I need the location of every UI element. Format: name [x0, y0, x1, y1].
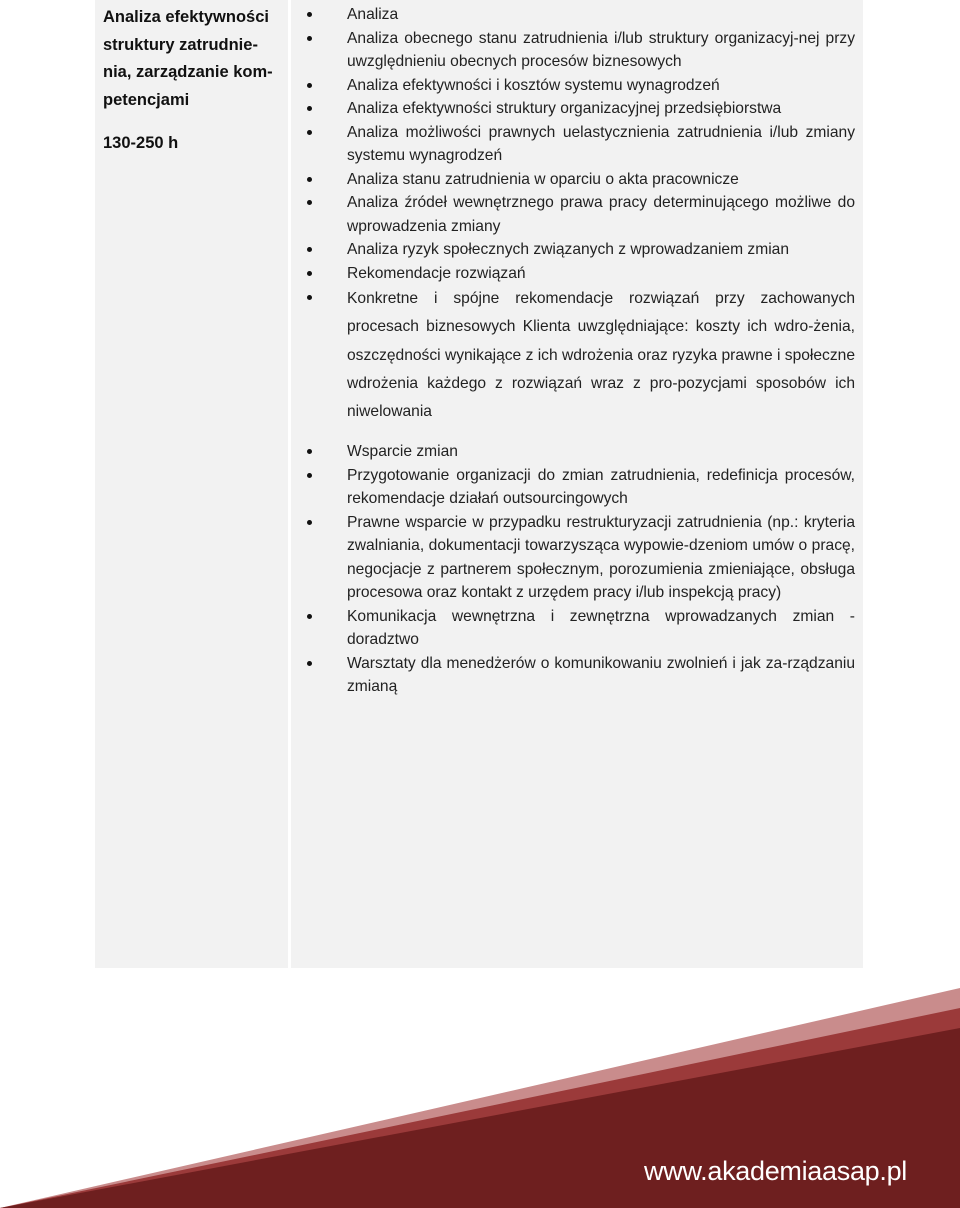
list-item: Analiza stanu zatrudnienia w oparciu o akta pracownicze [301, 168, 855, 192]
section-title: Analiza efektywności struktury zatrudnie-nia, zarządzanie kom-petencjami [103, 8, 273, 109]
list-item: Wsparcie zmian [301, 440, 855, 464]
list-item: Analiza możliwości prawnych uelastycznienia zatrudnienia i/lub zmiany systemu wynagrodzeń [301, 121, 855, 168]
right-cell [291, 0, 863, 968]
list-item: Warsztaty dla menedżerów o komunikowaniu zwolnień i jak za-rządzaniu zmianą [301, 652, 855, 699]
list-item: Komunikacja wewnętrzna i zewnętrzna wprowadzanych zmian - doradztwo [301, 605, 855, 652]
list-item: Rekomendacje rozwiązań [301, 262, 855, 286]
content-table [95, 0, 863, 968]
list-item: Prawne wsparcie w przypadku restrukturyzacji zatrudnienia (np.: kryteria zwalniania, dokumentacji towarzysząca wypowie-dzeniom umów o pracę, negocjacje z partnerem społecznym, porozumienia zmieniające, obsługa procesowa oraz kontakt z urzędem pracy i/lub inspekcją pracy) [301, 511, 855, 605]
list-item: Analiza efektywności i kosztów systemu wynagrodzeń [301, 74, 855, 98]
bullet-list [301, 3, 855, 699]
list-item: Konkretne i spójne rekomendacje rozwiązań przy zachowanych procesach biznesowych Klienta uwzględniające: koszty ich wdro-żenia, oszczędności wynikające z ich wdrożenia oraz ryzyka prawne i społeczne wdrożenia każdego z rozwiązań wraz z pro-pozycjami sposobów ich niwelowania [301, 285, 855, 426]
list-item: Analiza ryzyk społecznych związanych z wprowadzaniem zmian [301, 238, 855, 262]
hours-label: 130-250 h [103, 134, 179, 152]
list-item: Analiza obecnego stanu zatrudnienia i/lub struktury organizacyj-nej przy uwzględnieniu obecnych procesów biznesowych [301, 27, 855, 74]
list-item: Analiza źródeł wewnętrznego prawa pracy determinującego możliwe do wprowadzenia zmiany [301, 191, 855, 238]
list-item: Analiza [301, 3, 855, 27]
website-url: www.akademiaasap.pl [644, 1156, 907, 1186]
list-item: Przygotowanie organizacji do zmian zatrudnienia, redefinicja procesów, rekomendacje działań outsourcingowych [301, 464, 855, 511]
left-cell [95, 0, 288, 968]
list-item: Analiza efektywności struktury organizacyjnej przedsiębiorstwa [301, 97, 855, 121]
